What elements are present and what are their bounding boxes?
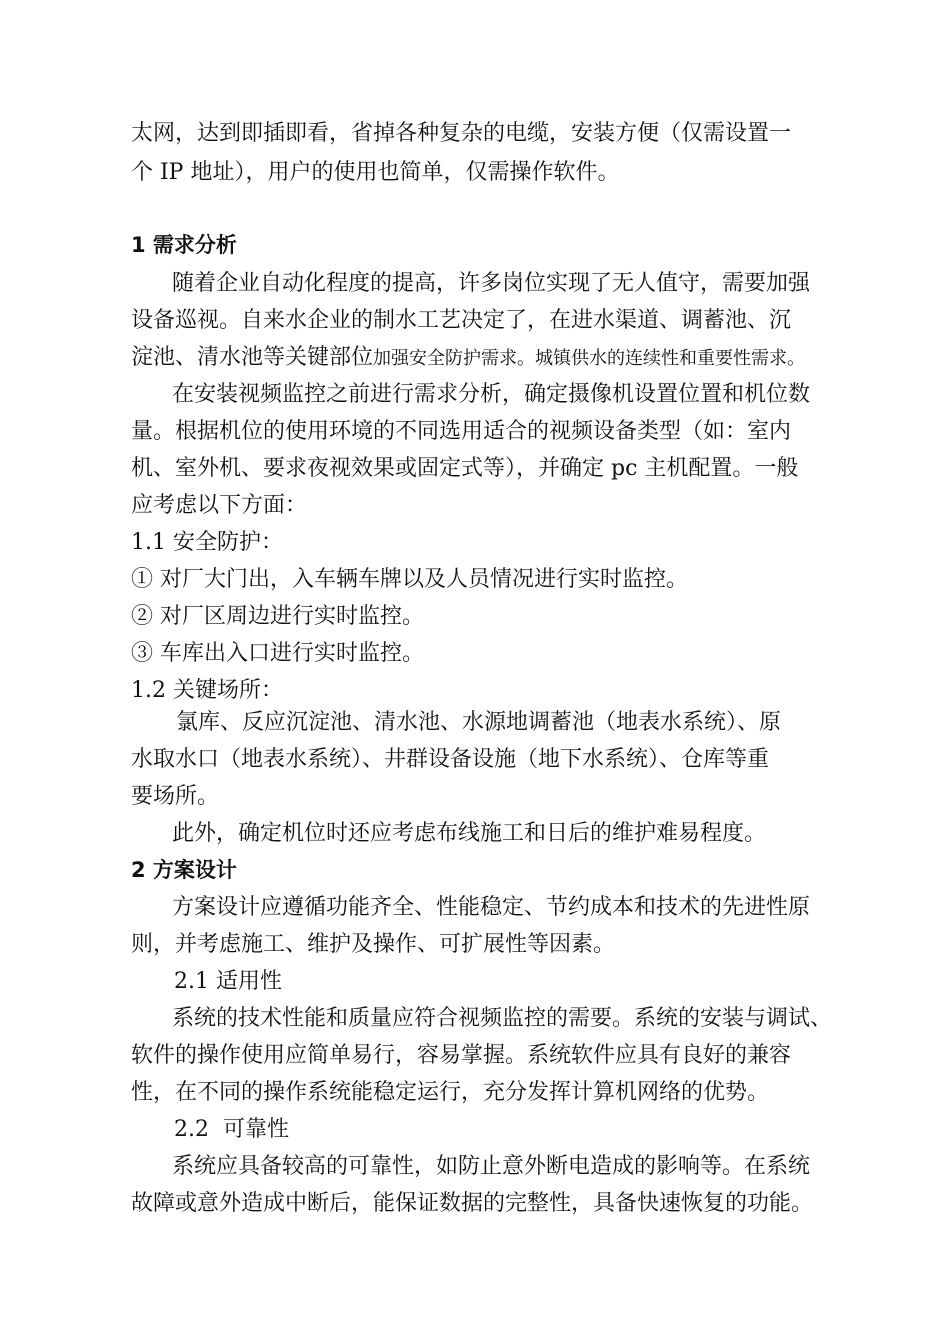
list-item: ③ 车库出入口进行实时监控。 — [131, 641, 424, 666]
text-line: 故障或意外造成中断后，能保证数据的完整性，具备快速恢复的功能。 — [131, 1191, 814, 1216]
list-item: ② 对厂区周边进行实时监控。 — [131, 604, 424, 629]
subsection-heading: 2.1 适用性 — [174, 969, 282, 994]
subsection-heading: 1.1 安全防护： — [131, 530, 283, 555]
text-line: 则，并考虑施工、维护及操作、可扩展性等因素。 — [131, 932, 616, 957]
text-line — [131, 339, 805, 377]
subsection-heading: 2.2 可靠性 — [174, 1117, 289, 1142]
text-run: 淀池、清水池等关键部位 — [131, 345, 374, 370]
text-line: 量。根据机位的使用环境的不同选用适合的视频设备类型（如：室内 — [131, 419, 792, 444]
text-line: 个 IP 地址），用户的使用也简单，仅需操作软件。 — [131, 160, 620, 185]
text-line: 系统应具备较高的可靠性，如防止意外断电造成的影响等。在系统 — [172, 1154, 811, 1179]
text-line: 机、室外机、要求夜视效果或固定式等），并确定 pc 主机配置。一般 — [131, 456, 799, 481]
section-heading: 2 方案设计 — [131, 858, 237, 882]
text-line: 要场所。 — [131, 784, 220, 809]
text-line: 设备巡视。自来水企业的制水工艺决定了，在进水渠道、调蓄池、沉 — [131, 308, 792, 333]
text-line: 此外，确定机位时还应考虑布线施工和日后的维护难易程度。 — [172, 821, 767, 846]
subsection-heading: 1.2 关键场所： — [131, 678, 283, 703]
text-line: 方案设计应遵循功能齐全、性能稳定、节约成本和技术的先进性原 — [172, 895, 811, 920]
text-line: 氯库、反应沉淀池、清水池、水源地调蓄池（地表水系统）、原 — [176, 710, 782, 735]
text-line: 软件的操作使用应简单易行，容易掌握。系统软件应具有良好的兼容 — [131, 1043, 792, 1068]
section-heading: 1 需求分析 — [131, 233, 237, 257]
text-line: 太网，达到即插即看，省掉各种复杂的电缆，安装方便（仅需设置一 — [131, 121, 792, 146]
text-line: 在安装视频监控之前进行需求分析，确定摄像机设置位置和机位数 — [172, 382, 811, 407]
text-line: 性，在不同的操作系统能稳定运行，充分发挥计算机网络的优势。 — [131, 1080, 770, 1105]
text-line: 水取水口（地表水系统）、井群设备设施（地下水系统）、仓库等重 — [131, 747, 770, 772]
text-line: 随着企业自动化程度的提高，许多岗位实现了无人值守，需要加强 — [172, 271, 811, 296]
list-item: ① 对厂大门出，入车辆车牌以及人员情况进行实时监控。 — [131, 567, 688, 592]
text-run-small: 加强安全防护需求。城镇供水的连续性和重要性需求。 — [373, 348, 806, 369]
text-line: 系统的技术性能和质量应符合视频监控的需要。系统的安装与调试、 — [172, 1006, 833, 1031]
text-line: 应考虑以下方面： — [131, 493, 308, 518]
